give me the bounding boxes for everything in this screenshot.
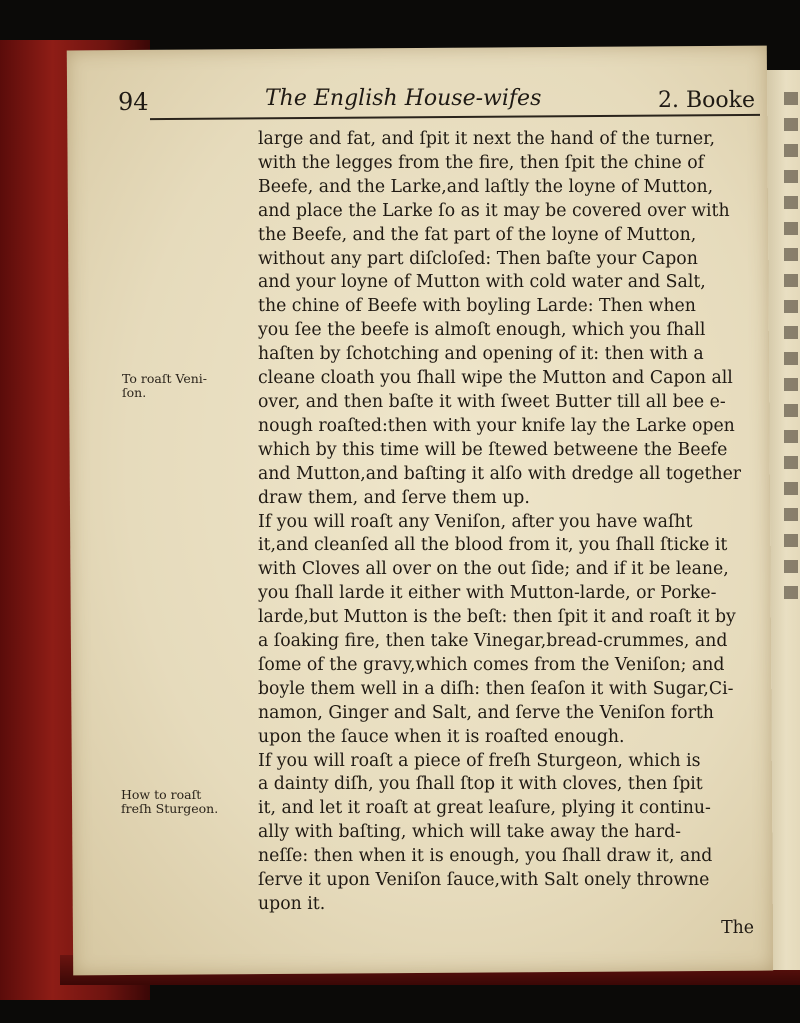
margin-note-line: How to roaſt xyxy=(121,787,202,802)
text-line: it, and let it roaſt at great leaſure, plying it continu- xyxy=(258,798,711,819)
text-line: upon it. xyxy=(258,894,326,914)
text-line: it,and cleanſed all the blood from it, you ſhall ſticke it xyxy=(258,535,728,556)
text-line: draw them, and ſerve them up. xyxy=(258,487,530,508)
body-text xyxy=(258,128,778,941)
text-line: with the legges from the fire, then ſpit the chine of xyxy=(258,152,705,173)
text-line: without any part diſcloſed: Then baſte your Capon xyxy=(258,248,698,269)
book-number: 2. Booke xyxy=(658,88,755,113)
text-line: a ſoaking fire, then take Vinegar,bread-crummes, and xyxy=(258,631,728,652)
margin-note-sturgeon xyxy=(121,788,218,816)
text-line: you ſhall larde it either with Mutton-larde, or Porke- xyxy=(258,583,717,604)
text-line: you ſee the beefe is almoſt enough, which you ſhall xyxy=(258,320,706,341)
margin-note-line: freſh Sturgeon. xyxy=(121,801,219,816)
facing-page-text-fragments xyxy=(784,92,800,612)
text-line: ſerve it upon Veniſon ſauce,with Salt onely throwne xyxy=(258,870,710,891)
text-line: If you will roaſt any Veniſon, after you have waſht xyxy=(258,511,693,532)
margin-note-venison xyxy=(122,372,207,400)
text-line: the chine of Beefe with boyling Larde: Then when xyxy=(258,296,696,317)
text-line: neſſe: then when it is enough, you ſhall draw it, and xyxy=(258,846,713,867)
text-line: ally with baſting, which will take away the hard- xyxy=(258,822,682,843)
text-line: with Cloves all over on the out ſide; and if it be leane, xyxy=(258,559,729,580)
running-title: The English House-wifes xyxy=(265,86,542,111)
text-line: and Mutton,and baſting it alſo with dredge all together xyxy=(258,463,742,484)
text-line: namon, Ginger and Salt, and ſerve the Veniſon forth xyxy=(258,702,714,723)
catchword: The xyxy=(721,917,754,938)
text-line: large and fat, and ſpit it next the hand of the turner, xyxy=(258,129,715,149)
text-line: nough roaſted:then with your knife lay the Larke open xyxy=(258,415,735,436)
text-line: If you will roaſt a piece of freſh Sturgeon, which is xyxy=(258,750,701,771)
text-line: larde,but Mutton is the beſt: then ſpit it and roaſt it by xyxy=(258,607,736,628)
margin-note-line: To roaſt Veni- xyxy=(122,371,207,386)
page-number: 94 xyxy=(118,88,149,116)
text-line: ſome of the gravy,which comes from the Veniſon; and xyxy=(258,654,725,675)
text-line: Beefe, and the Larke,and laſtly the loyne of Mutton, xyxy=(258,176,714,197)
margin-note-line: ſon. xyxy=(122,385,147,400)
text-line: and your loyne of Mutton with cold water and Salt, xyxy=(258,272,706,293)
text-line: upon the ſauce when it is roaſted enough. xyxy=(258,726,625,747)
text-line: over, and then baſte it with ſweet Butter till all bee e- xyxy=(258,391,726,412)
text-line: which by this time will be ſtewed betweene the Beefe xyxy=(258,439,728,460)
text-line: haſten by ſchotching and opening of it: then with a xyxy=(258,344,704,365)
text-line: cleane cloath you ſhall wipe the Mutton and Capon all xyxy=(258,368,733,389)
text-line: a dainty diſh, you ſhall ſtop it with cloves, then ſpit xyxy=(258,774,703,795)
text-line: boyle them well in a diſh: then ſeaſon it with Sugar,Ci- xyxy=(258,678,734,699)
text-line: and place the Larke ſo as it may be covered over with xyxy=(258,200,730,221)
text-line: the Beefe, and the fat part of the loyne of Mutton, xyxy=(258,224,697,245)
